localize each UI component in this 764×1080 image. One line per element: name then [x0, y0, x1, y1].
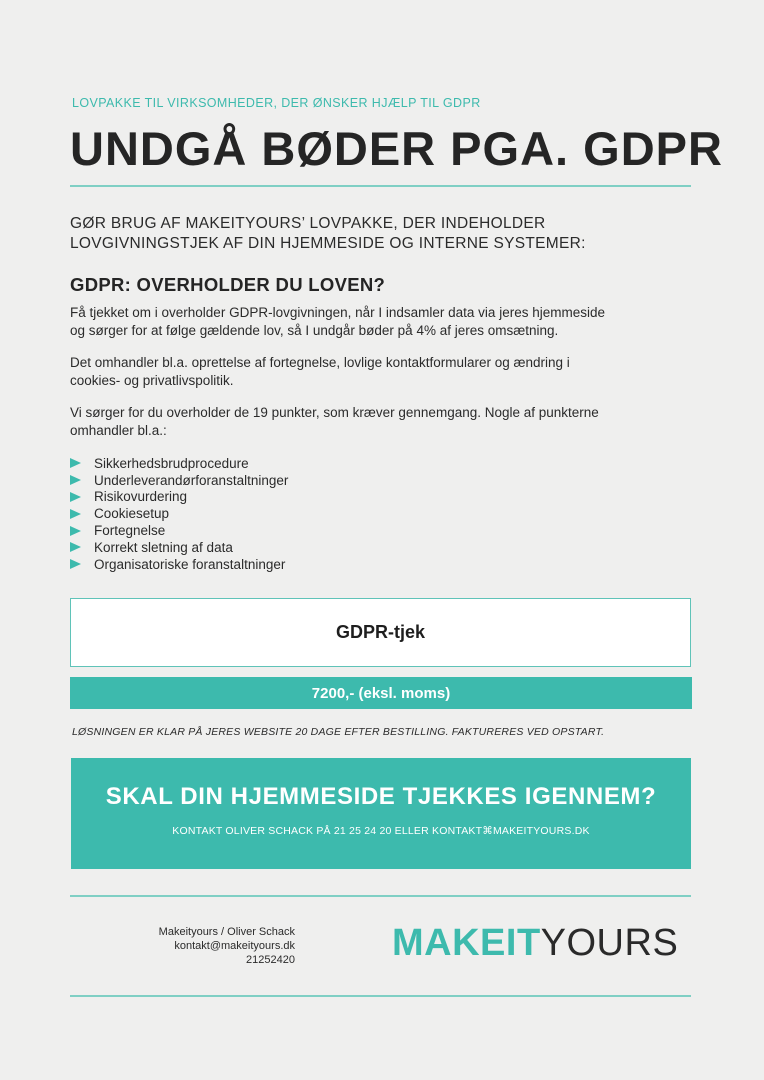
- eyebrow-text: LOVPAKKE TIL VIRKSOMHEDER, DER ØNSKER HJÆLP TIL GDPR: [72, 96, 481, 110]
- checklist: [70, 455, 288, 573]
- list-item: [70, 556, 288, 573]
- footer-top-divider: [70, 895, 691, 897]
- arrow-bullet-icon: [70, 559, 81, 569]
- intro-line: LOVGIVNINGSTJEK AF DIN HJEMMESIDE OG INTERNE SYSTEMER:: [70, 235, 586, 252]
- logo-part-makeit: MAKEIT: [392, 922, 541, 964]
- arrow-bullet-icon: [70, 526, 81, 536]
- paragraph-line: og sørger for at følge gældende lov, så I undgår bøder på 4% af jeres omsætning.: [70, 323, 559, 338]
- list-item: [70, 472, 288, 489]
- contact-email: kontakt@makeityours.dk: [174, 940, 295, 952]
- arrow-bullet-icon: [70, 492, 81, 502]
- list-item-label: Fortegnelse: [94, 523, 166, 539]
- paragraph-line: Det omhandler bl.a. oprettelse af fortegnelse, lovlige kontaktformularer og ændring i: [70, 355, 570, 370]
- list-item-label: Korrekt sletning af data: [94, 539, 233, 555]
- paragraph-scope: [70, 354, 670, 390]
- intro-text: [70, 214, 630, 254]
- arrow-bullet-icon: [70, 475, 81, 485]
- list-item-label: Cookiesetup: [94, 506, 170, 522]
- product-name-box: GDPR-tjek: [70, 598, 691, 667]
- paragraph-points: [70, 404, 670, 440]
- list-item: [70, 489, 288, 506]
- arrow-bullet-icon: [70, 542, 81, 552]
- paragraph-line: Få tjekket om i overholder GDPR-lovgivningen, når I indsamler data via jeres hjemmeside: [70, 305, 605, 320]
- paragraph-gdpr-check: [70, 304, 670, 340]
- cta-title: SKAL DIN HJEMMESIDE TJEKKES IGENNEM?: [105, 783, 657, 810]
- list-item-label: Organisatoriske foranstaltninger: [94, 556, 286, 572]
- logo-part-yours: YOURS: [540, 922, 679, 964]
- cta-contact-line: KONTAKT OLIVER SCHACK PÅ 21 25 24 20 ELLER KONTAKT⌘MAKEITYOURS.DK: [172, 825, 590, 837]
- list-item-label: Sikkerhedsbrudprocedure: [94, 455, 249, 471]
- footer-contact: [100, 925, 295, 967]
- contact-phone: 21252420: [246, 954, 295, 966]
- page-title: UNDGÅ BØDER PGA. GDPR: [70, 122, 723, 175]
- cta-banner: [71, 758, 691, 869]
- footer-bottom-divider: [70, 995, 691, 997]
- delivery-note: LØSNINGEN ER KLAR PÅ JERES WEBSITE 20 DAGE EFTER BESTILLING. FAKTURERES VED OPSTART.: [72, 726, 605, 738]
- paragraph-line: omhandler bl.a.:: [70, 423, 167, 438]
- list-item-label: Risikovurdering: [94, 489, 188, 505]
- list-item: [70, 522, 288, 539]
- list-item: [70, 455, 288, 472]
- list-item-label: Underleverandørforanstaltninger: [94, 472, 289, 488]
- list-item: [70, 539, 288, 556]
- arrow-bullet-icon: [70, 458, 81, 468]
- makeityours-logo: [392, 921, 678, 965]
- contact-name: Makeityours / Oliver Schack: [158, 926, 295, 938]
- intro-line: GØR BRUG AF MAKEITYOURS’ LOVPAKKE, DER INDEHOLDER: [70, 215, 546, 232]
- paragraph-line: Vi sørger for du overholder de 19 punkter, som kræver gennemgang. Nogle af punkterne: [70, 405, 599, 420]
- list-item: [70, 505, 288, 522]
- section-title: GDPR: OVERHOLDER DU LOVEN?: [70, 274, 386, 295]
- top-divider: [70, 185, 691, 187]
- price-bar: 7200,- (eksl. moms): [70, 677, 692, 709]
- paragraph-line: cookies- og privatlivspolitik.: [70, 373, 234, 388]
- arrow-bullet-icon: [70, 509, 81, 519]
